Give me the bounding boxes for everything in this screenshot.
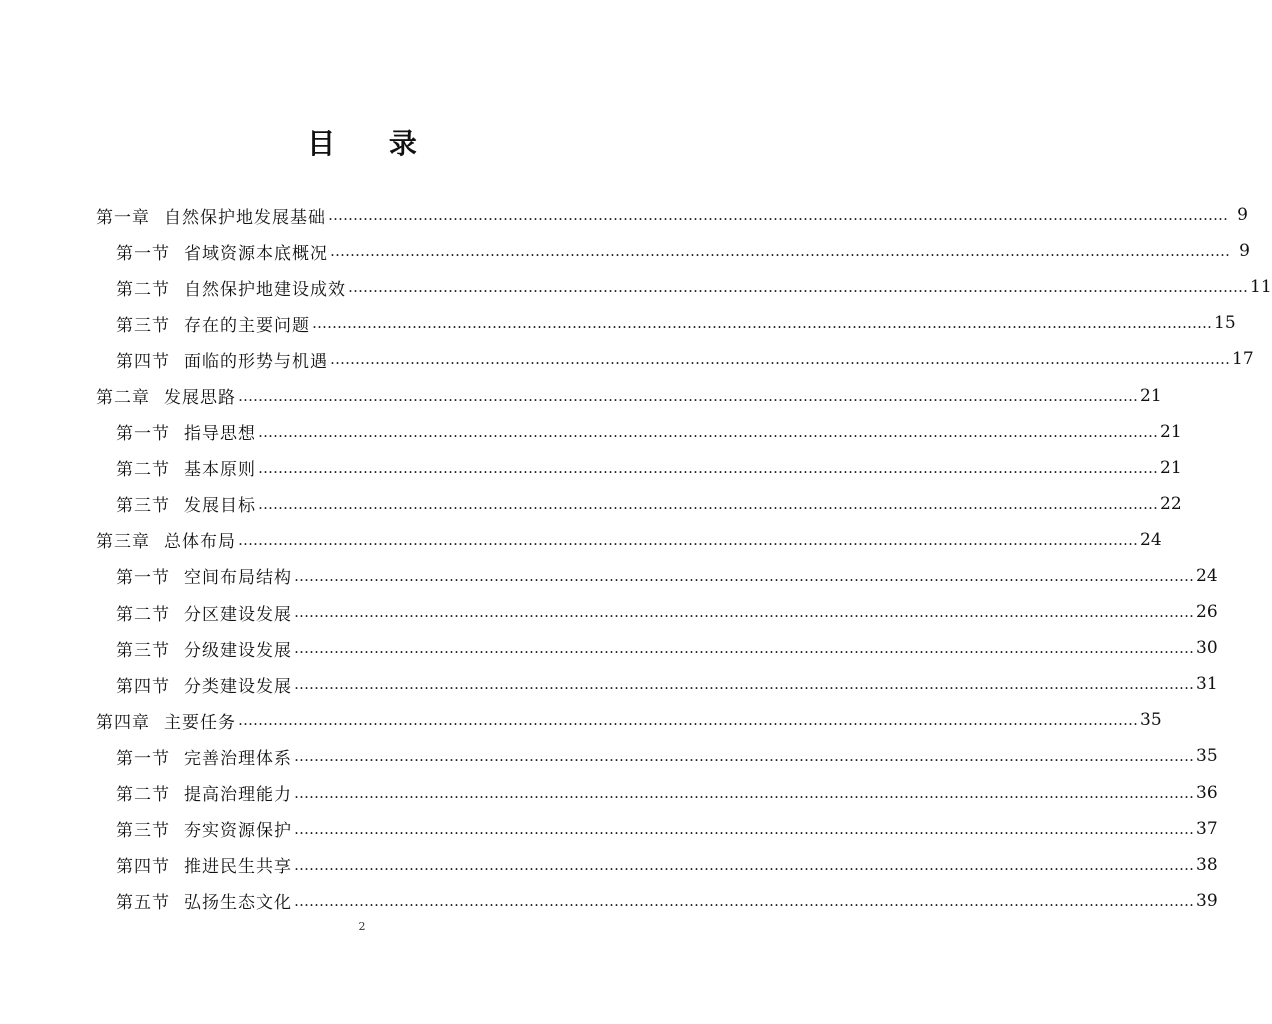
toc-entry-page: 38 [1196, 854, 1218, 875]
toc-section-entry[interactable] [96, 630, 1218, 666]
toc-leader-dots: ……………………………………………………………………………………………………………………………………………………………… [294, 566, 1194, 585]
toc-section-entry[interactable] [96, 450, 1182, 486]
toc-entry-page: 35 [1140, 710, 1162, 731]
toc-chapter-entry[interactable] [96, 522, 1162, 558]
toc-entry-label [96, 383, 236, 408]
toc-entry-page: 9 [1239, 241, 1250, 262]
toc-section-entry[interactable] [96, 414, 1182, 450]
toc-entry-title: 发展目标 [184, 496, 256, 517]
toc-entry-label [96, 527, 236, 552]
toc-section-entry[interactable] [96, 594, 1218, 630]
toc-section-entry[interactable] [96, 341, 1254, 377]
toc-entry-page: 26 [1196, 602, 1218, 623]
toc-entry-title: 分级建设发展 [184, 640, 292, 661]
toc-leader-dots: ……………………………………………………………………………………………………………………………………………………………… [294, 747, 1194, 766]
toc-entry-page: 31 [1196, 674, 1218, 695]
toc-entry-number: 第二节 [116, 279, 170, 300]
toc-leader-dots: ……………………………………………………………………………………………………………………………………………………………… [238, 386, 1138, 405]
toc-entry-number: 第二节 [116, 460, 170, 481]
toc-leader-dots: ……………………………………………………………………………………………………………………………………………………………… [238, 530, 1138, 549]
toc-entry-number: 第三节 [116, 640, 170, 661]
toc-entry-title: 省域资源本底概况 [184, 243, 328, 264]
toc-section-entry[interactable] [96, 486, 1182, 522]
toc-section-entry[interactable] [96, 738, 1218, 774]
toc-entry-label [116, 672, 292, 697]
toc-entry-label [116, 600, 292, 625]
toc-entry-label [96, 203, 326, 228]
toc-entry-label [116, 491, 256, 516]
toc-entry-number: 第四节 [116, 676, 170, 697]
toc-entry-number: 第三节 [116, 821, 170, 842]
toc-chapter-entry[interactable] [96, 377, 1162, 413]
toc-section-entry[interactable] [96, 847, 1218, 883]
toc-entry-number: 第五节 [116, 893, 170, 914]
toc-leader-dots: ……………………………………………………………………………………………………………………………………………………………… [258, 494, 1158, 513]
toc-entry-title: 推进民生共享 [184, 857, 292, 878]
toc-entry-page: 30 [1196, 638, 1218, 659]
toc-chapter-entry[interactable] [96, 197, 1248, 233]
toc-entry-number: 第三节 [116, 496, 170, 517]
toc-entry-title: 基本原则 [184, 460, 256, 481]
toc-leader-dots: ……………………………………………………………………………………………………………………………………………………………… [294, 891, 1194, 910]
toc-entry-title: 完善治理体系 [184, 748, 292, 769]
toc-leader-dots: ……………………………………………………………………………………………………………………………………………………………… [312, 314, 1212, 333]
toc-section-entry[interactable] [96, 233, 1250, 269]
toc-entry-page: 9 [1237, 205, 1248, 226]
toc-leader-dots: ……………………………………………………………………………………………………………………………………………………………… [294, 819, 1194, 838]
toc-entry-page: 24 [1196, 565, 1218, 586]
toc-entry-page: 35 [1196, 746, 1218, 767]
table-of-contents [96, 197, 1272, 919]
toc-section-entry[interactable] [96, 883, 1218, 919]
toc-entry-title: 提高治理能力 [184, 785, 292, 806]
toc-section-entry[interactable] [96, 305, 1236, 341]
toc-section-entry[interactable] [96, 666, 1218, 702]
toc-entry-title: 自然保护地发展基础 [164, 207, 326, 228]
toc-entry-title: 存在的主要问题 [184, 315, 310, 336]
toc-chapter-entry[interactable] [96, 702, 1162, 738]
toc-entry-page: 21 [1160, 457, 1182, 478]
toc-entry-number: 第一节 [116, 568, 170, 589]
toc-leader-dots: ……………………………………………………………………………………………………………………………………………………………… [258, 422, 1158, 441]
toc-leader-dots: ……………………………………………………………………………………………………………………………………………………………… [330, 350, 1230, 369]
toc-entry-title: 夯实资源保护 [184, 821, 292, 842]
toc-entry-page: 21 [1140, 385, 1162, 406]
toc-entry-title: 发展思路 [164, 388, 236, 409]
toc-entry-number: 第一节 [116, 243, 170, 264]
toc-leader-dots: ……………………………………………………………………………………………………………………………………………………………… [294, 639, 1194, 658]
toc-section-entry[interactable] [96, 558, 1218, 594]
toc-entry-label [116, 780, 292, 805]
toc-leader-dots: ……………………………………………………………………………………………………………………………………………………………… [238, 711, 1138, 730]
toc-entry-label [116, 275, 346, 300]
toc-entry-label [116, 311, 310, 336]
toc-entry-label [116, 816, 292, 841]
toc-entry-number: 第二节 [116, 604, 170, 625]
toc-entry-number: 第二章 [96, 388, 150, 409]
toc-entry-title: 分区建设发展 [184, 604, 292, 625]
toc-entry-page: 36 [1196, 782, 1218, 803]
toc-entry-title: 空间布局结构 [184, 568, 292, 589]
toc-entry-title: 总体布局 [164, 532, 236, 553]
toc-leader-dots: ……………………………………………………………………………………………………………………………………………………………… [294, 603, 1194, 622]
toc-leader-dots: ……………………………………………………………………………………………………………………………………………………………… [294, 675, 1194, 694]
toc-entry-title: 主要任务 [164, 712, 236, 733]
toc-leader-dots: ……………………………………………………………………………………………………………………………………………………………… [328, 206, 1228, 225]
toc-entry-page: 39 [1196, 890, 1218, 911]
toc-section-entry[interactable] [96, 269, 1272, 305]
toc-entry-page: 21 [1160, 421, 1182, 442]
toc-leader-dots: ……………………………………………………………………………………………………………………………………………………………… [294, 855, 1194, 874]
toc-entry-title: 分类建设发展 [184, 676, 292, 697]
toc-entry-label [116, 636, 292, 661]
toc-entry-number: 第一节 [116, 424, 170, 445]
toc-entry-number: 第四节 [116, 857, 170, 878]
toc-entry-page: 24 [1140, 529, 1162, 550]
toc-entry-label [96, 708, 236, 733]
toc-entry-label [116, 455, 256, 480]
toc-entry-page: 37 [1196, 818, 1218, 839]
toc-entry-label [116, 419, 256, 444]
toc-entry-label [116, 239, 328, 264]
toc-entry-page: 15 [1214, 313, 1236, 334]
toc-entry-title: 指导思想 [184, 424, 256, 445]
toc-entry-page: 11 [1250, 277, 1272, 298]
toc-entry-label [116, 888, 292, 913]
toc-entry-number: 第三节 [116, 315, 170, 336]
document-title: 目 录 [307, 127, 439, 160]
toc-entry-number: 第三章 [96, 532, 150, 553]
toc-entry-page: 22 [1160, 493, 1182, 514]
toc-leader-dots: ……………………………………………………………………………………………………………………………………………………………… [258, 458, 1158, 477]
toc-leader-dots: ……………………………………………………………………………………………………………………………………………………………… [294, 783, 1194, 802]
toc-entry-title: 弘扬生态文化 [184, 893, 292, 914]
toc-entry-number: 第四章 [96, 712, 150, 733]
toc-leader-dots: ……………………………………………………………………………………………………………………………………………………………… [330, 242, 1230, 261]
toc-entry-page: 17 [1232, 349, 1254, 370]
toc-entry-number: 第一节 [116, 748, 170, 769]
toc-leader-dots: ……………………………………………………………………………………………………………………………………………………………… [348, 278, 1248, 297]
toc-entry-title: 自然保护地建设成效 [184, 279, 346, 300]
toc-entry-number: 第二节 [116, 785, 170, 806]
toc-entry-label [116, 563, 292, 588]
toc-section-entry[interactable] [96, 775, 1218, 811]
toc-entry-label [116, 744, 292, 769]
toc-entry-number: 第一章 [96, 207, 150, 228]
page-number: 2 [358, 920, 366, 933]
toc-entry-number: 第四节 [116, 351, 170, 372]
toc-entry-label [116, 347, 328, 372]
toc-entry-title: 面临的形势与机遇 [184, 351, 328, 372]
toc-section-entry[interactable] [96, 811, 1218, 847]
toc-entry-label [116, 852, 292, 877]
